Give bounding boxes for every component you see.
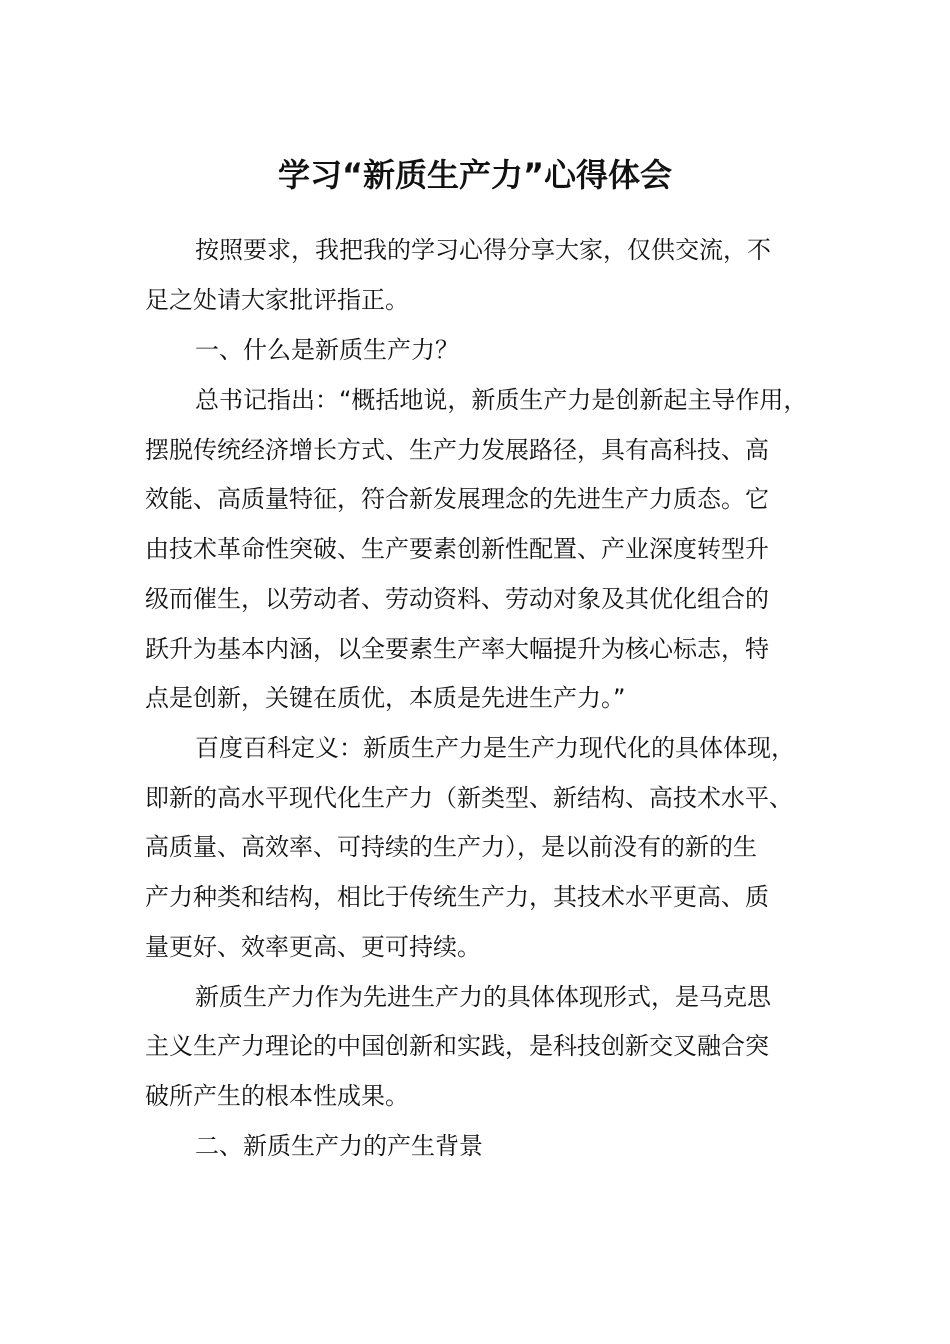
paragraph-4-line-2: 主义生产力理论的中国创新和实践，是科技创新交叉融合突 bbox=[145, 1032, 769, 1060]
paragraph-2-line-5: 级而催生，以劳动者、劳动资料、劳动对象及其优化组合的 bbox=[145, 585, 769, 613]
paragraph-3-line-1: 百度百科定义：新质生产力是生产力现代化的具体体现， bbox=[195, 734, 795, 762]
paragraph-2-line-3: 效能、高质量特征，符合新发展理念的先进生产力质态。它 bbox=[145, 485, 769, 513]
paragraph-2-line-4: 由技术革命性突破、生产要素创新性配置、产业深度转型升 bbox=[145, 535, 769, 563]
section-heading-2: 二、新质生产力的产生背景 bbox=[195, 1132, 483, 1160]
paragraph-1-line-2: 足之处请大家批评指正。 bbox=[145, 286, 409, 314]
paragraph-3-line-3: 高质量、高效率、可持续的生产力），是以前没有的新的生 bbox=[145, 833, 757, 861]
paragraph-1-line-1: 按照要求，我把我的学习心得分享大家，仅供交流，不 bbox=[195, 236, 771, 264]
section-heading-1: 一、什么是新质生产力？ bbox=[195, 336, 459, 364]
paragraph-4-line-3: 破所产生的根本性成果。 bbox=[145, 1082, 409, 1110]
document-title: 学习“新质生产力”心得体会 bbox=[277, 156, 673, 194]
paragraph-2-line-6: 跃升为基本内涵，以全要素生产率大幅提升为核心标志，特 bbox=[145, 635, 769, 663]
paragraph-2-line-2: 摆脱传统经济增长方式、生产力发展路径，具有高科技、高 bbox=[145, 436, 769, 464]
paragraph-2-line-7: 点是创新，关键在质优，本质是先进生产力。” bbox=[145, 684, 626, 712]
paragraph-4-line-1: 新质生产力作为先进生产力的具体体现形式，是马克思 bbox=[195, 983, 771, 1011]
paragraph-3-line-4: 产力种类和结构，相比于传统生产力，其技术水平更高、质 bbox=[145, 883, 769, 911]
paragraph-3-line-2: 即新的高水平现代化生产力（新类型、新结构、高技术水平、 bbox=[145, 784, 793, 812]
paragraph-2-line-1: 总书记指出：“概括地说，新质生产力是创新起主导作用， bbox=[195, 386, 808, 414]
paragraph-3-line-5: 量更好、效率更高、更可持续。 bbox=[145, 933, 481, 961]
